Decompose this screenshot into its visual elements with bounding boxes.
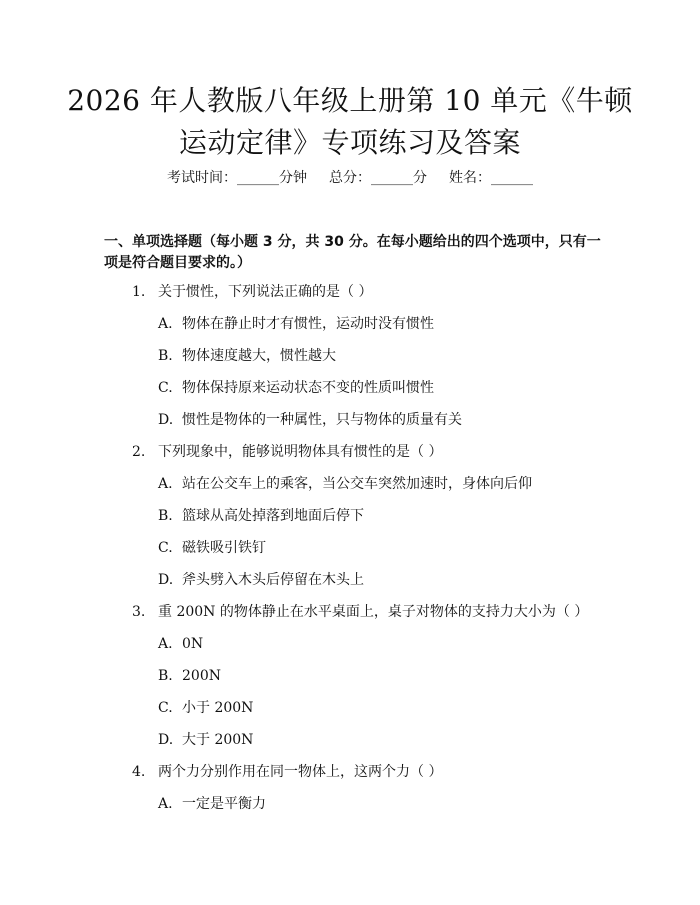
option-text: 小于 200N [182, 700, 254, 716]
question-text: 两个力分别作用在同一物体上，这两个力（ ） [158, 764, 443, 780]
exam-meta [0, 168, 700, 188]
student-name-label: 姓名：______ [449, 170, 533, 186]
question-text: 关于惯性，下列说法正确的是（ ） [158, 284, 373, 300]
question-text: 重 200N 的物体静止在水平桌面上，桌子对物体的支持力大小为（ ） [158, 604, 589, 620]
question-3 [132, 602, 588, 622]
title-line-1: 2026 年人教版八年级上册第 10 单元《牛顿 [67, 84, 633, 117]
section-heading: 一、单项选择题（每小题 3 分，共 30 分。在每小题给出的四个选项中，只有一项是符合题目要求的。） [104, 234, 601, 271]
question-number: 3. [132, 604, 146, 620]
option-2b [158, 506, 364, 526]
option-1c [158, 378, 434, 398]
option-letter: D. [158, 412, 174, 428]
option-letter: C. [158, 700, 173, 716]
option-letter: D. [158, 572, 174, 588]
option-1d [158, 410, 462, 430]
question-1 [132, 282, 372, 302]
option-2a [158, 474, 532, 494]
option-text: 站在公交车上的乘客，当公交车突然加速时，身体向后仰 [182, 476, 532, 492]
option-letter: A. [158, 796, 173, 812]
option-letter: C. [158, 380, 173, 396]
option-letter: B. [158, 348, 173, 364]
option-text: 惯性是物体的一种属性，只与物体的质量有关 [182, 412, 462, 428]
option-letter: A. [158, 636, 173, 652]
option-letter: B. [158, 508, 173, 524]
total-score-label: 总分：______分 [329, 170, 427, 186]
option-letter: A. [158, 316, 173, 332]
option-text: 大于 200N [182, 732, 254, 748]
option-letter: A. [158, 476, 173, 492]
question-number: 1. [132, 284, 146, 300]
option-text: 物体保持原来运动状态不变的性质叫惯性 [182, 380, 434, 396]
option-text: 物体速度越大，惯性越大 [182, 348, 336, 364]
question-4 [132, 762, 442, 782]
question-2 [132, 442, 442, 462]
option-text: 篮球从高处掉落到地面后停下 [182, 508, 364, 524]
question-number: 2. [132, 444, 146, 460]
page-title [60, 80, 640, 164]
exam-time-label: 考试时间：______分钟 [167, 170, 307, 186]
option-letter: C. [158, 540, 173, 556]
option-1b [158, 346, 336, 366]
option-4a [158, 794, 266, 814]
question-text: 下列现象中，能够说明物体具有惯性的是（ ） [158, 444, 443, 460]
option-2d [158, 570, 364, 590]
option-1a [158, 314, 434, 334]
option-3a [158, 634, 203, 654]
option-2c [158, 538, 266, 558]
option-text: 0N [182, 636, 204, 652]
option-text: 磁铁吸引铁钉 [182, 540, 266, 556]
title-line-2: 运动定律》专项练习及答案 [178, 126, 521, 159]
option-text: 物体在静止时才有惯性，运动时没有惯性 [182, 316, 434, 332]
option-3c [158, 698, 253, 718]
option-text: 斧头劈入木头后停留在木头上 [182, 572, 364, 588]
option-letter: B. [158, 668, 173, 684]
option-3b [158, 666, 221, 686]
option-3d [158, 730, 253, 750]
option-text: 一定是平衡力 [182, 796, 266, 812]
question-number: 4. [132, 764, 146, 780]
option-letter: D. [158, 732, 174, 748]
option-text: 200N [182, 668, 221, 684]
